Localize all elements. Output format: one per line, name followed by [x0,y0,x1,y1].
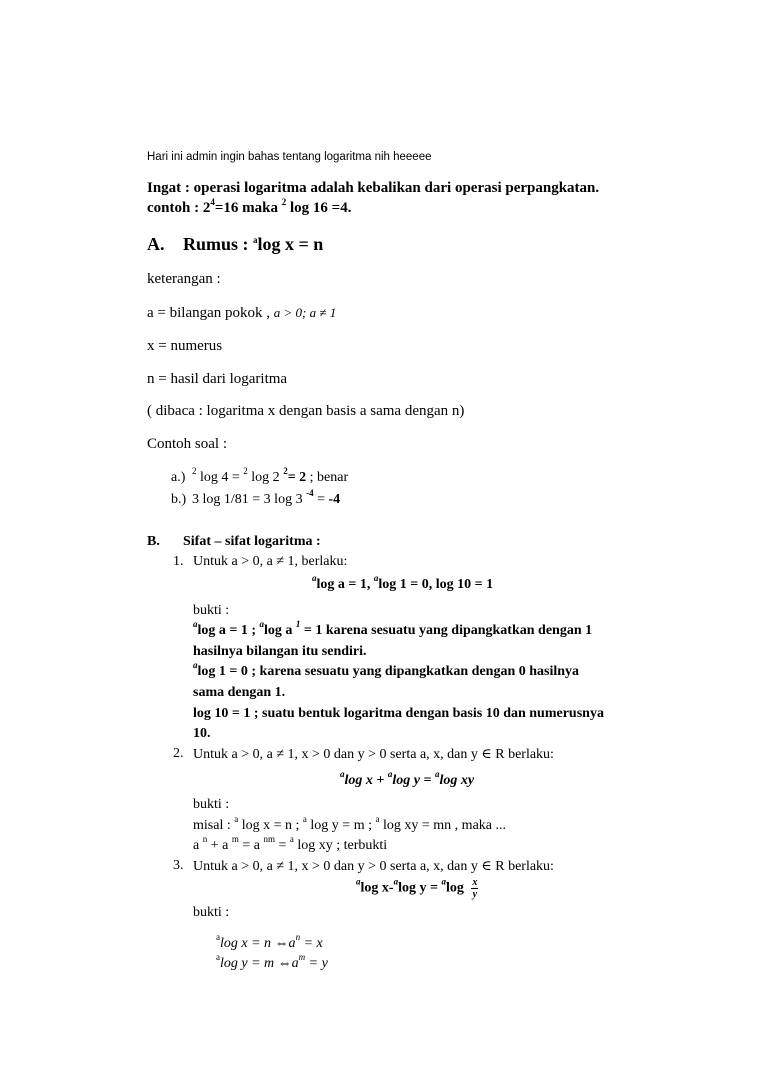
soal-b-text: 3 log 1/81 = 3 log 3 $^{-4}$ = -4 [192,488,341,507]
soal-a-label: a.) [171,470,186,485]
sifat3-bukti: bukti : [193,905,230,920]
sifat2-condition: Untuk a > 0, a ≠ 1, x > 0 dan y > 0 serta a, x, dan y ∈ R berlaku: [193,747,554,762]
sifat2-terbukti: a $^n$ + a $^m$ = a $^{nm}$ = $^a$ log xy ; terbukti [193,834,388,853]
sifat1-proof2-cont: sama dengan 1. [193,685,286,700]
sifat1-bukti: bukti : [193,603,230,618]
sifat1-proof3-cont: 10. [193,726,211,741]
sifat2-number: 2. [173,746,184,761]
sifat1-condition: Untuk a > 0, a ≠ 1, berlaku: [193,554,348,569]
keterangan-n: n = hasil dari logaritma [147,371,288,387]
keterangan-a: a = bilangan pokok , a > 0; a ≠ 1 [147,305,337,321]
sifat1-proof1-cont: hasilnya bilangan itu sendiri. [193,644,367,659]
section-a-title: Rumus : $^a$log x = n [183,234,324,254]
sifat2-formula: $^a$log x + $^a$log y = $^a$log xy [340,769,475,788]
sifat3-number: 3. [173,858,184,873]
section-b-title: Sifat – sifat logaritma : [183,534,321,549]
keterangan-dibaca: ( dibaca : logaritma x dengan basis a sama dengan n) [147,403,465,419]
sifat1-proof2: $^a$log 1 = 0 ; karena sesuatu yang dipangkatkan dengan 0 hasilnya [193,660,580,679]
keterangan-x: x = numerus [147,338,223,354]
sifat1-proof3: log 10 = 1 ; suatu bentuk logaritma dengan basis 10 dan numerusnya [193,706,604,721]
soal-b-label: b.) [171,492,187,507]
contoh-line: contoh : $2^4=16$ maka $^2$ log 16 =4. [147,197,352,216]
sifat3-condition: Untuk a > 0, a ≠ 1, x > 0 dan y > 0 serta a, x, dan y ∈ R berlaku: [193,859,554,874]
section-a-letter: A. [147,234,165,254]
keterangan-heading: keterangan : [147,271,221,287]
sifat2-bukti: bukti : [193,797,230,812]
sifat1-proof1: $^a$log a = 1 ; $^a$log a $^1$ = 1 karena sesuatu yang dipangkatkan dengan 1 [193,619,593,638]
sifat3-formula: $^a$log x-$^a$log y = $^a$log $\frac{x}{y}$ [356,876,478,900]
sifat1-number: 1. [173,554,184,569]
intro-text: Hari ini admin ingin bahas tentang logaritma nih heeeee [147,151,432,163]
contoh-soal-heading: Contoh soal : [147,436,228,452]
sifat3-fraction: $\frac{x}{y}$ [472,877,478,900]
sifat1-formula: $^a$log a = 1, $^a$log 1 = 0, log 10 = 1 [312,573,494,592]
sifat3-eq1: $^a$log x = n $\Leftrightarrow a^n = x$ [216,932,323,951]
sifat3-eq2: $^a$log y = m $\Leftrightarrow a^m = y$ [216,952,328,971]
sifat2-misal: misal : $^a$ log x = n ; $^a$ log y = m ; $^a$ log xy = mn , maka ... [193,814,506,833]
ingat-line: Ingat : operasi logaritma adalah kebalikan dari operasi perpangkatan. [147,180,600,196]
soal-a-text: $^2$ log 4 = $^2$ log 2 $^2$= 2 ; benar [192,466,349,485]
section-b-letter: B. [147,534,160,549]
